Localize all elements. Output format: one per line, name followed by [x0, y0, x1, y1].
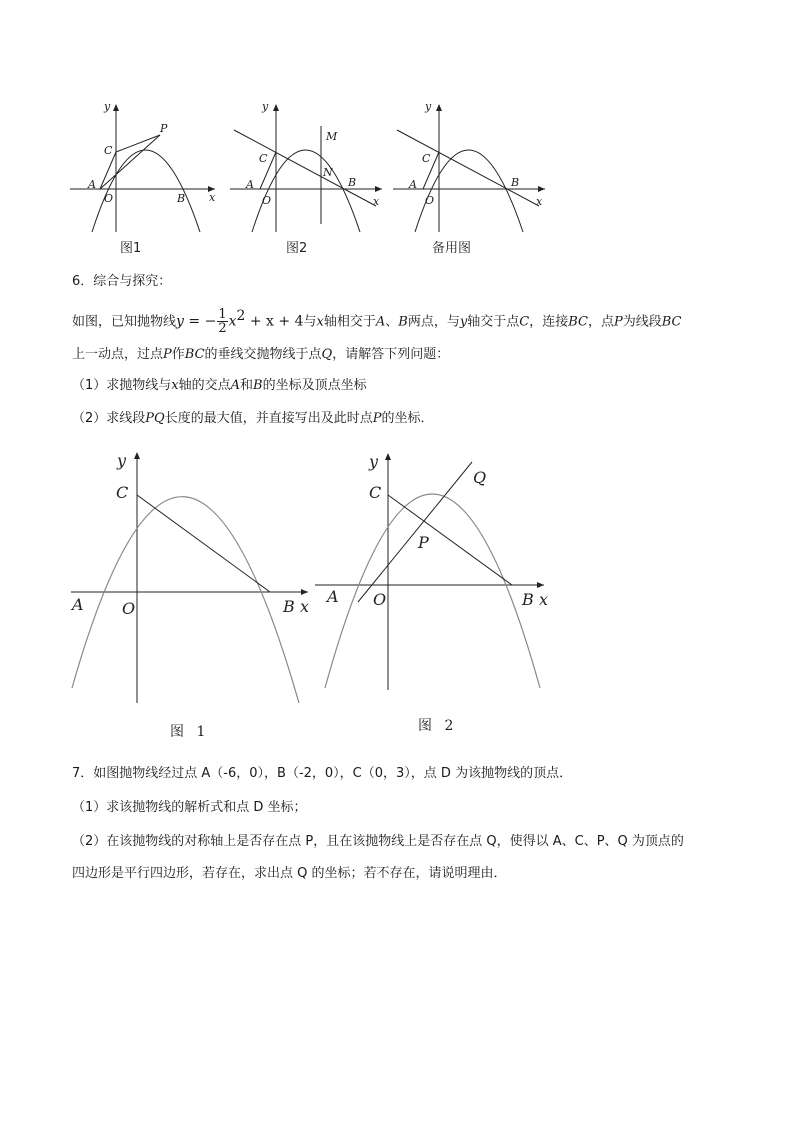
q6-intro-h: 为线段 [622, 314, 662, 330]
q6-line2-d: ，请解答下列问题： [332, 347, 450, 362]
q6-intro-g: ，点 [587, 314, 614, 330]
label-y: y [117, 451, 127, 470]
small-figure-3-graph [393, 98, 553, 238]
small-figure-2 [230, 98, 390, 238]
q7-line-1: 7．如图抛物线经过点 A（-6，0），B（-2，0），C（0，3），点 D 为该抛物线的顶点． [72, 766, 573, 781]
parabola [252, 150, 360, 232]
var-bc: BC [661, 314, 682, 330]
label-m: M [326, 130, 338, 143]
parabola [92, 150, 200, 232]
label-o: O [122, 599, 136, 618]
var-b: B [398, 314, 408, 330]
label-y: y [104, 100, 111, 113]
small-figure-3 [393, 98, 553, 238]
label-c: C [369, 483, 382, 502]
small-figure-1 [70, 98, 220, 238]
large-figure-2-graph [312, 450, 557, 695]
label-b: B [511, 176, 520, 189]
label-c: C [116, 483, 129, 502]
var-c: C [519, 314, 530, 330]
eq-fraction [217, 308, 227, 335]
label-q: Q [473, 468, 487, 487]
eq-equals: = − [183, 313, 217, 330]
large-figure-1-graph [68, 448, 318, 708]
var-q: Q [321, 347, 333, 362]
label-x: x [300, 597, 310, 616]
label-x: x [373, 195, 380, 208]
var-a: A [230, 378, 241, 393]
label-c: C [422, 152, 431, 165]
eq-y: y [176, 313, 184, 330]
q6-p2-a: （2）求线段 [72, 411, 146, 426]
label-y: y [262, 100, 269, 113]
var-bc: BC [184, 347, 205, 362]
large-figure-1 [68, 448, 318, 708]
small-figure-1-caption: 图1 [120, 241, 142, 256]
label-p: P [160, 122, 168, 135]
q6-intro-line [72, 301, 681, 337]
q6-intro-f: ，连接 [529, 314, 569, 330]
label-o: O [262, 194, 272, 207]
label-x: x [536, 195, 543, 208]
large-figure-1-caption: 图 1 [170, 724, 210, 740]
segment-bc [388, 495, 512, 585]
q7-part-1: （1）求该抛物线的解析式和点 D 坐标； [72, 800, 307, 815]
y-axis-arrow-icon [113, 104, 119, 111]
q6-p1-a: （1）求抛物线与 [72, 378, 172, 393]
q6-p2-b: 长度的最大值，并直接写出及此时点 [164, 411, 373, 426]
label-n: N [323, 166, 333, 179]
large-figure-2-caption: 图 2 [418, 718, 458, 734]
label-o: O [425, 194, 435, 207]
label-c: C [104, 144, 113, 157]
q6-line2-c: 的垂线交抛物线于点 [204, 347, 322, 362]
small-figure-2-graph [230, 98, 390, 238]
segment-bc [137, 495, 270, 592]
label-y: y [425, 100, 432, 113]
x-axis-arrow-icon [375, 186, 382, 192]
q6-line2-b: 作 [171, 347, 185, 362]
segment-ac [100, 152, 116, 189]
large-figure-2 [312, 450, 557, 695]
label-c: C [259, 152, 268, 165]
x-axis-arrow-icon [301, 589, 308, 595]
var-a: A [375, 314, 386, 330]
label-b: B [522, 590, 534, 609]
eq-numerator: 1 [218, 307, 227, 323]
q6-intro-b: 与 [303, 314, 317, 330]
eq-denominator: 2 [218, 321, 227, 337]
line-bc [397, 130, 539, 206]
var-x: x [171, 378, 179, 393]
x-axis-arrow-icon [538, 186, 545, 192]
label-a: A [327, 587, 339, 606]
q6-intro-e: 轴交于点 [467, 314, 520, 330]
small-figure-3-caption: 备用图 [432, 241, 472, 256]
q6-p1-d: 的坐标及顶点坐标 [262, 378, 367, 393]
small-figure-1-graph [70, 98, 220, 238]
eq-exponent: 2 [236, 308, 246, 324]
var-p: P [163, 347, 172, 362]
eq-rest: + x + 4 [245, 313, 304, 330]
q6-line-2 [72, 345, 449, 365]
small-figure-2-caption: 图2 [286, 241, 308, 256]
var-bc: BC [568, 314, 588, 330]
q6-p1-c: 和 [240, 378, 254, 393]
y-axis-arrow-icon [134, 452, 140, 459]
label-x: x [209, 191, 216, 204]
parabola [325, 494, 540, 688]
q6-line2-a: 上一动点，过点 [72, 347, 164, 362]
q6-intro-c: 轴相交于 [323, 314, 376, 330]
q6-intro-a: 如图，已知抛物线 [72, 314, 177, 330]
q6-p2-c: 的坐标． [381, 411, 434, 426]
segment-cp [116, 135, 160, 152]
label-a: A [72, 595, 84, 614]
line-bc [234, 130, 376, 206]
label-y: y [369, 452, 379, 471]
label-b: B [348, 176, 357, 189]
q6-part-2 [72, 409, 433, 429]
label-x: x [539, 590, 549, 609]
q6-sep: 、 [385, 314, 399, 330]
label-a: A [88, 178, 96, 191]
label-b: B [177, 192, 186, 205]
y-axis-arrow-icon [436, 104, 442, 111]
label-o: O [104, 192, 114, 205]
var-p: P [372, 411, 382, 426]
label-a: A [246, 178, 254, 191]
q7-part-2-cont: 四边形是平行四边形，若存在，求出点 Q 的坐标；若不存在，请说明理由． [72, 866, 507, 881]
q6-title: 6．综合与探究： [72, 274, 172, 289]
eq-x: x [228, 313, 237, 330]
parabola [72, 497, 299, 703]
label-o: O [373, 590, 387, 609]
q6-part-1 [72, 376, 367, 396]
y-axis-arrow-icon [385, 453, 391, 460]
var-pq: PQ [145, 411, 165, 426]
label-a: A [409, 178, 417, 191]
var-p: P [613, 314, 623, 330]
var-y: y [459, 314, 468, 330]
label-b: B [283, 597, 295, 616]
q6-intro-d: 两点，与 [407, 314, 460, 330]
y-axis-arrow-icon [273, 104, 279, 111]
parabola [415, 150, 523, 232]
q6-p1-b: 轴的交点 [178, 378, 231, 393]
label-p: P [418, 533, 429, 552]
x-axis-arrow-icon [537, 582, 544, 588]
q7-part-2: （2）在该抛物线的对称轴上是否存在点 P，且在该抛物线上是否存在点 Q，使得以 A、C、P、Q 为顶点的 [72, 834, 684, 849]
var-x: x [316, 314, 324, 330]
var-b: B [253, 378, 263, 393]
